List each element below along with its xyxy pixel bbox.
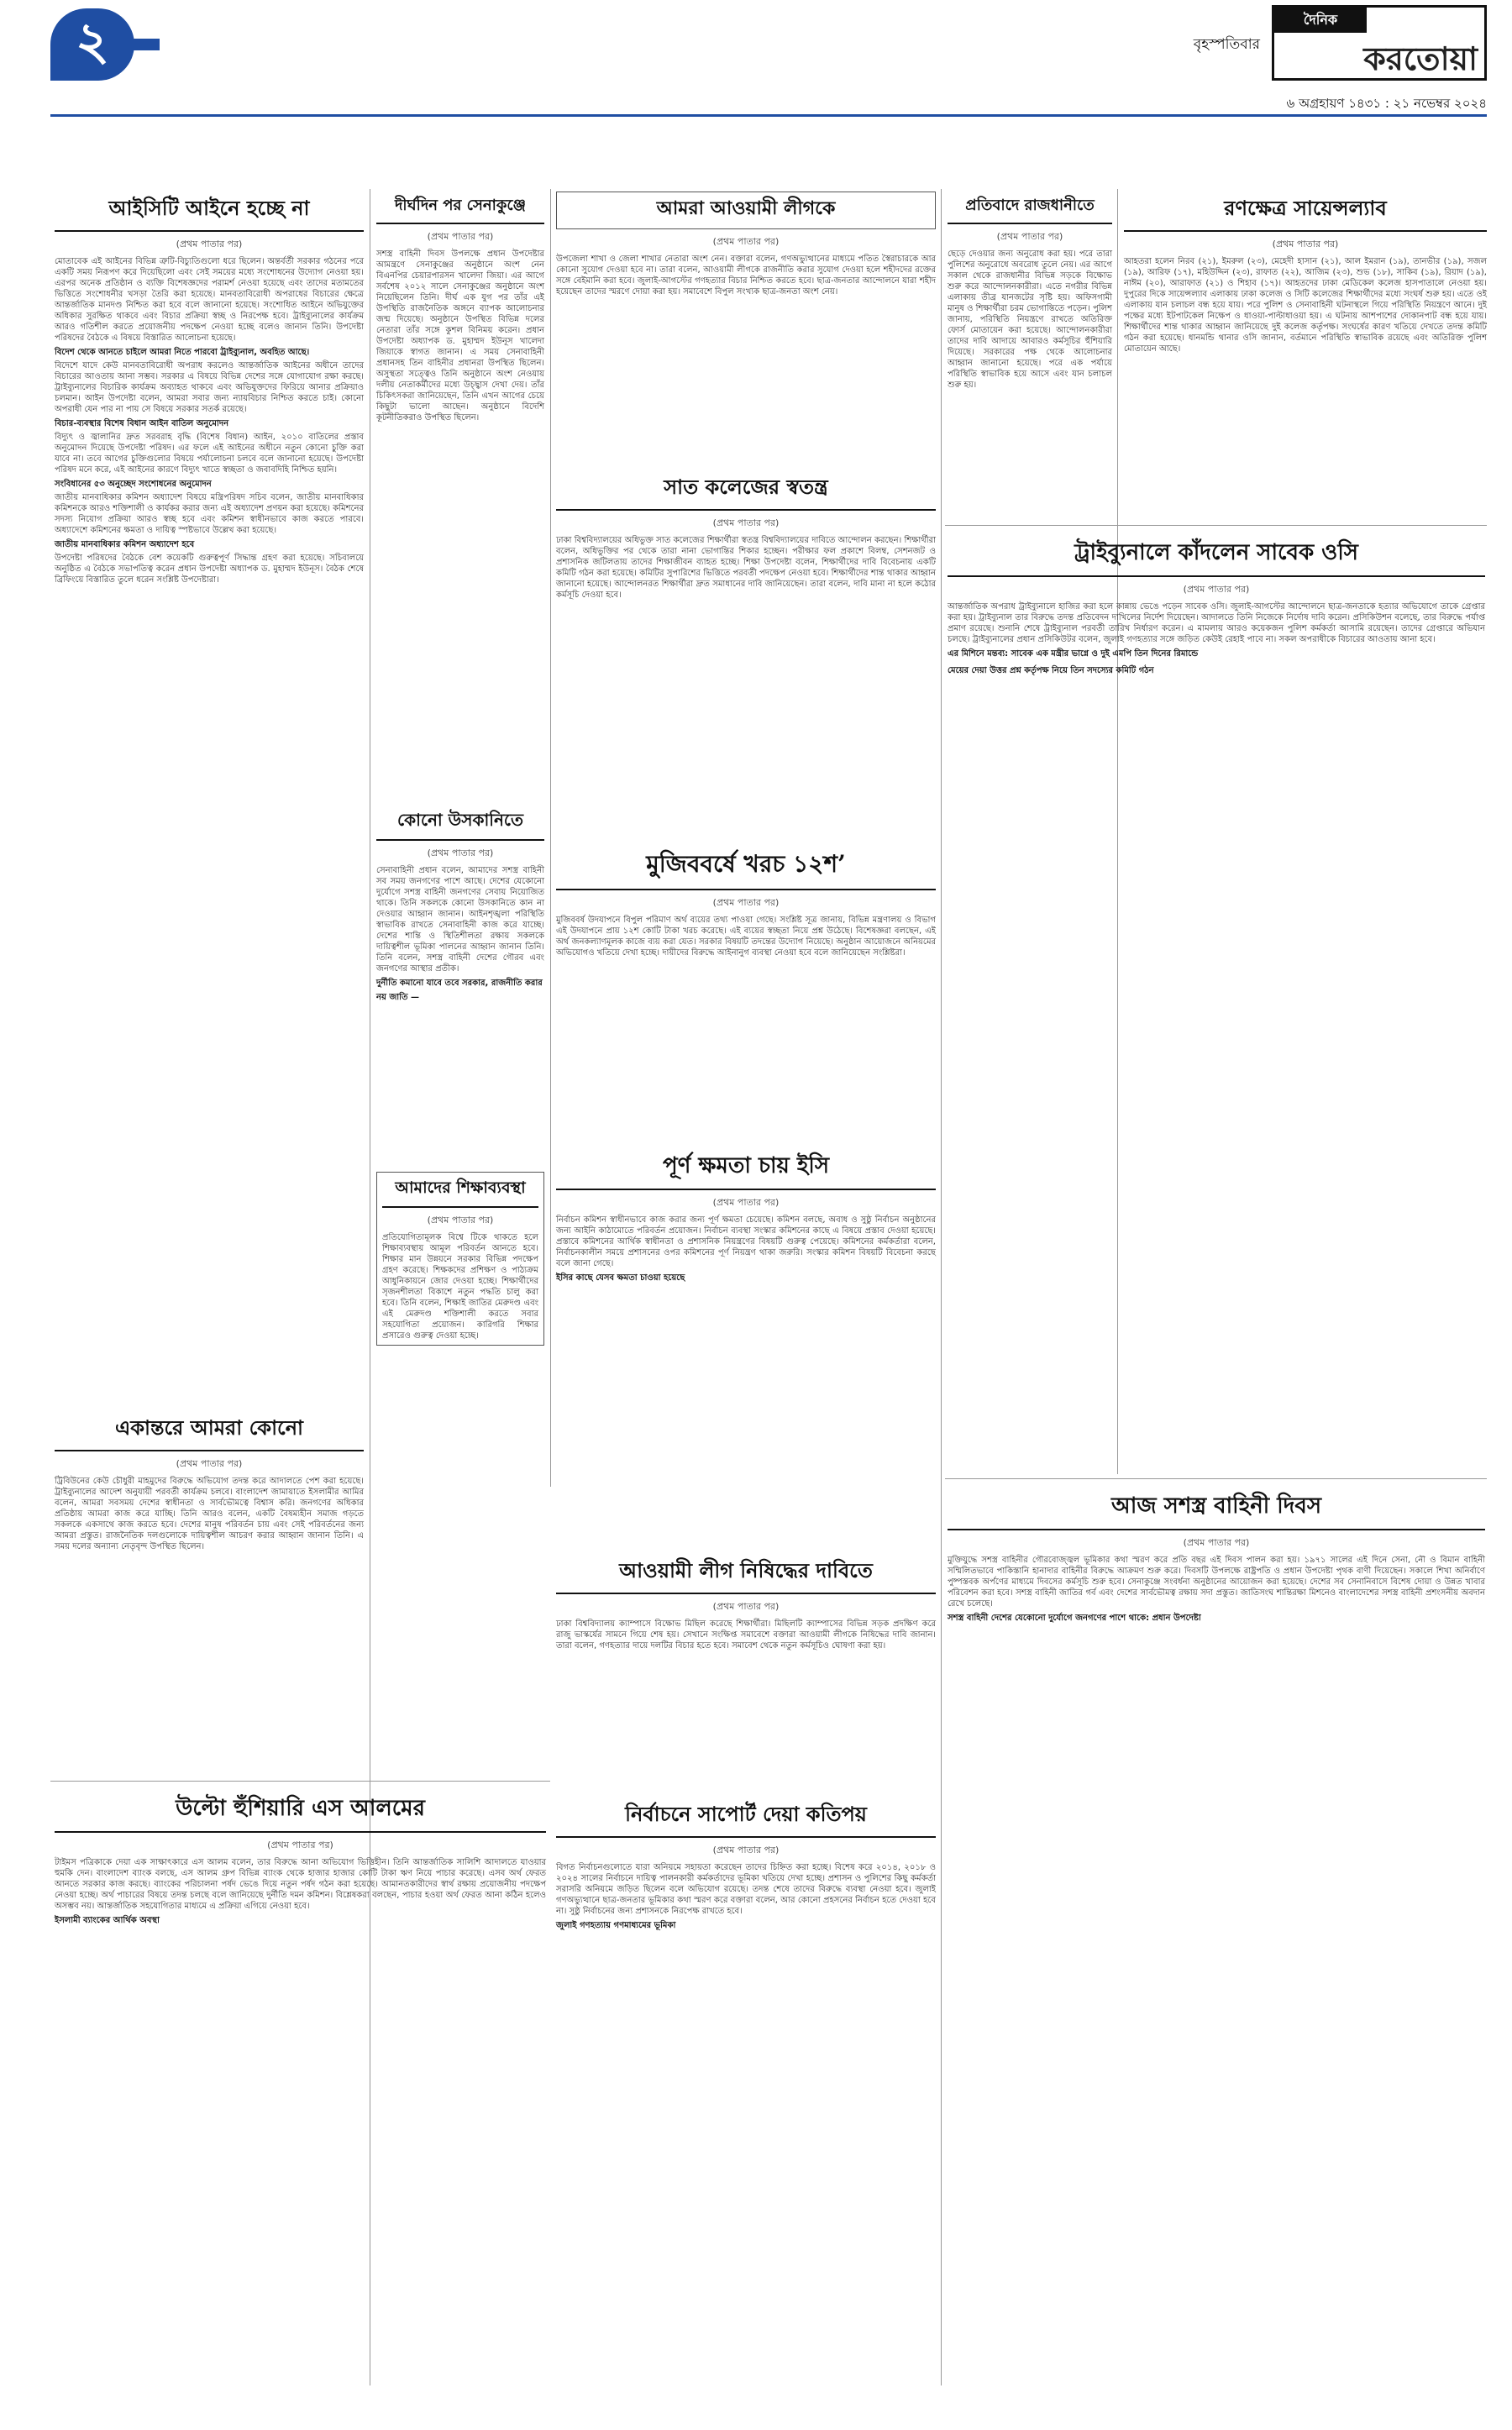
article-body: জাতীয় মানবাধিকার কমিশন অধ্যাদেশ বিষয়ে মন্ত্রিপরিষদ সচিব বলেন, জাতীয় মানবাধিকার কমিশনকে আরও শক্তিশালী ও কার্যকর করার জন্য এই অধ্যাদেশ প্রণয়ন করা হয়েছে। কমিশনের সদস্য নিয়োগ প্রক্রিয়া আরও স্বচ্ছ হবে এবং কমিশন স্বাধীনভাবে কাজ করতে পারবে। অধ্যাদেশে কমিশনের ক্ষমতা ও দায়িত্ব স্পষ্টভাবে উল্লেখ করা হয়েছে।	[55, 493, 364, 535]
article-ulto-husiyari	[55, 1789, 546, 1929]
article-body: ট্রিবিউনের কেউ চৌধুরী মাহমুদের বিরুদ্ধে অভিযোগ তদন্ত করে আদালতে পেশ করা হয়েছে। ট্রাইব্যুনালের আদেশ অনুযায়ী পরবর্তী কার্যক্রম চলবে। বাংলাদেশ জামায়াতে ইসলামীর আমির বলেন, আমরা সবসময় দেশের স্বাধীনতা ও সার্বভৌমত্বে বিশ্বাস করি। জনগণের অধিকার প্রতিষ্ঠায় আমরা কাজ করে যাচ্ছি। তিনি আরও বলেন, একটি বৈষম্যহীন সমাজ গড়তে সকলকে একসাথে কাজ করতে হবে। দেশের মানুষ পরিবর্তন চায় এবং সেই পরিবর্তনের জন্য আমরা প্রস্তুত। রাজনৈতিক দলগুলোকে দায়িত্বশীল আচরণ করার আহ্বান জানান তিনি। এ সময় দলের অন্যান্য নেতৃবৃন্দ উপস্থিত ছিলেন।	[55, 1477, 364, 1551]
article-protibade	[948, 192, 1112, 391]
column-divider	[941, 189, 942, 2385]
byline: (প্রথম পাতার পর)	[712, 236, 780, 247]
article-armed-forces-day	[948, 1487, 1485, 1626]
article-ict	[55, 192, 364, 585]
article-body: ঢাকা বিশ্ববিদ্যালয় ক্যাম্পাসে বিক্ষোভ মিছিল করেছে শিক্ষার্থীরা। মিছিলটি ক্যাম্পাসের বিভিন্ন সড়ক প্রদক্ষিণ করে রাজু ভাস্কর্যের সামনে গিয়ে শেষ হয়। সেখানে সংক্ষিপ্ত সমাবেশে বক্তারা আওয়ামী লীগকে নিষিদ্ধের দাবি জানান। তারা বলেন, গণহত্যার দায়ে দলটির বিচার হতে হবে। সমাবেশ থেকে নতুন কর্মসূচিও ঘোষণা করা হয়।	[556, 1619, 936, 1651]
article-body: সশস্ত্র বাহিনী দিবস উপলক্ষে প্রধান উপদেষ্টার আমন্ত্রণে সেনাকুঞ্জের অনুষ্ঠানে অংশ নেন বিএনপির চেয়ারপারসন খালেদা জিয়া। এর আগে সর্বশেষ ২০১২ সালে সেনাকুঞ্জের অনুষ্ঠানে অংশ নিয়েছিলেন তিনি। দীর্ঘ এক যুগ পর তাঁর এই উপস্থিতি রাজনৈতিক অঙ্গনে ব্যাপক আলোচনার জন্ম দিয়েছে। অনুষ্ঠানে উপস্থিত বিভিন্ন দলের নেতারা তাঁর সঙ্গে কুশল বিনিময় করেন। প্রধান উপদেষ্টা অধ্যাপক ড. মুহাম্মদ ইউনূস খালেদা জিয়াকে স্বাগত জানান। এ সময় সেনাবাহিনী প্রধানসহ তিন বাহিনীর প্রধানরা উপস্থিত ছিলেন। অসুস্থতা সত্ত্বেও তিনি অনুষ্ঠানে অংশ নেওয়ায় দলীয় নেতাকর্মীদের মধ্যে উচ্ছ্বাস দেখা দেয়। তাঁর চিকিৎসকরা জানিয়েছেন, তিনি এখন আগের চেয়ে কিছুটা ভালো আছেন। অনুষ্ঠানে বিদেশি কূটনীতিকরাও উপস্থিত ছিলেন।	[376, 249, 544, 422]
byline: (প্রথম পাতার পর)	[427, 1215, 494, 1225]
article-awami-nishiddho	[556, 1554, 936, 1651]
paper-logo	[1272, 5, 1487, 81]
date-line: ৬ অগ্রহায়ণ ১৪৩১ : ২১ নভেম্বর ২০২৪	[1286, 96, 1487, 111]
byline: (প্রথম পাতার পর)	[1183, 584, 1250, 595]
headline: কোনো উসকানিতে	[376, 806, 544, 841]
page-number-badge: ২	[50, 8, 134, 81]
headline: মুজিববর্ষে খরচ ১২শ’	[556, 844, 936, 890]
column-divider	[1117, 189, 1118, 1474]
article-senakunja	[376, 192, 544, 423]
byline: (প্রথম পাতার পর)	[267, 1840, 333, 1850]
byline: (প্রথম পাতার পর)	[712, 1197, 780, 1208]
article-shikkha	[376, 1172, 544, 1346]
article-body: মুক্তিযুদ্ধে সশস্ত্র বাহিনীর গৌরবোজ্জ্বল ভূমিকার কথা স্মরণ করে প্রতি বছর এই দিবস পালন করা হয়। ১৯৭১ সালের এই দিনে সেনা, নৌ ও বিমান বাহিনী সম্মিলিতভাবে পাকিস্তানি হানাদার বাহিনীর বিরুদ্ধে আক্রমণ শুরু করে। দিবসটি উপলক্ষে রাষ্ট্রপতি ও প্রধান উপদেষ্টা পৃথক বাণী দিয়েছেন। সকালে শিখা অনির্বাণে পুষ্পস্তবক অর্পণের মাধ্যমে দিবসের কর্মসূচি শুরু হবে। সেনাকুঞ্জে সংবর্ধনা অনুষ্ঠানের আয়োজন করা হয়েছে। দেশের সব সেনানিবাসে বিশেষ দোয়া ও উন্নত খাবার পরিবেশন করা হবে। সশস্ত্র বাহিনী জাতির গর্ব এবং দেশের সার্বভৌমত্ব রক্ষায় সদা প্রস্তুত। জাতিসংঘ শান্তিরক্ষা মিশনেও বাংলাদেশের সশস্ত্র বাহিনী প্রশংসনীয় অবদান রেখে চলেছে।	[948, 1556, 1485, 1609]
subhead: জুলাই গণহত্যায় গণমাধ্যমের ভূমিকা	[556, 1921, 676, 1930]
article-body: বিদেশে যাদে কেউ মানবতাবিরোধী অপরাধ করলেও আন্তর্জাতিক আইনের অধীনে তাদের বিচারের আওতায় আনা সম্ভব। সরকার এ বিষয়ে বিভিন্ন দেশের সঙ্গে যোগাযোগ রক্ষা করছে। ট্রাইব্যুনালের বিচারিক কার্যক্রম অব্যাহত থাকবে এবং অভিযুক্তদের ফিরিয়ে আনার প্রক্রিয়াও চলমান। আইন উপদেষ্টা বলেন, আমরা সবার জন্য ন্যায়বিচার নিশ্চিত করতে চাই। কোনো অপরাধী যেন পার না পায় সে বিষয়ে সরকার সতর্ক রয়েছে।	[55, 361, 364, 414]
byline: (প্রথম পাতার পর)	[427, 848, 494, 858]
masthead-rule	[50, 114, 1487, 117]
headline: উল্টো হুঁশিয়ারি এস আলমের	[55, 1789, 546, 1833]
article-sat-college	[556, 470, 936, 601]
headline: একান্তরে আমরা কোনো	[55, 1411, 364, 1451]
article-nirbachone	[556, 1798, 936, 1934]
byline: (প্রথম পাতার পর)	[1183, 1537, 1250, 1548]
byline: (প্রথম পাতার পর)	[1272, 239, 1339, 249]
article-body: মুজিববর্ষ উদযাপনে বিপুল পরিমাণ অর্থ ব্যয়ের তথ্য পাওয়া গেছে। সংশ্লিষ্ট সূত্র জানায়, বিভিন্ন মন্ত্রণালয় ও বিভাগ এই উদযাপনে প্রায় ১২শ কোটি টাকা খরচ করেছে। এই ব্যয়ের স্বচ্ছতা নিয়ে প্রশ্ন উঠেছে। বিশেষজ্ঞরা বলছেন, এই অর্থ জনকল্যাণমূলক কাজে ব্যয় করা যেত। সরকার বিষয়টি তদন্তের উদ্যোগ নিয়েছে। অনুষ্ঠান আয়োজনে অনিয়মের অভিযোগও খতিয়ে দেখা হচ্ছে। দায়ীদের বিরুদ্ধে আইনানুগ ব্যবস্থা নেওয়া হবে বলে জানিয়েছেন সংশ্লিষ্টরা।	[556, 916, 936, 958]
section-rule	[945, 1478, 1487, 1479]
article-body: মোতাবেক এই আইনের বিভিন্ন ত্রুটি-বিচ্যুতিগুলো ধরে ছিলেন। অন্তর্বর্তী সরকার গঠনের পরে একটি সময় নিরূপণ করে দিয়েছিলো এবং সেই সময়ের মধ্যে সংশোধনের উদ্যোগ নেওয়া হয়। এরপর অনেক প্রতিষ্ঠান ও ব্যক্তি বিশেষজ্ঞদের পরামর্শ নেওয়া হয়েছে এবং তাদের মতামতের ভিত্তিতে সংশোধনীর খসড়া তৈরি করা হয়েছে। মানবতাবিরোধী অপরাধের বিচারের ক্ষেত্রে আন্তর্জাতিক মানদণ্ড নিশ্চিত করা হবে বলে জানানো হয়েছে। সংশোধিত আইনে অভিযুক্তের অধিকার সুরক্ষিত থাকবে এবং বিচার প্রক্রিয়া স্বচ্ছ ও নিরপেক্ষ হবে। ট্রাইব্যুনালের কার্যক্রম আরও গতিশীল করতে প্রয়োজনীয় পদক্ষেপ নেওয়া হচ্ছে বলেও জানান তিনি। উপদেষ্টা পরিষদের বৈঠকে এ বিষয়ে বিস্তারিত আলোচনা হয়েছে।	[55, 257, 364, 343]
headline: আইসিটি আইনে হচ্ছে না	[55, 192, 364, 232]
article-body: নির্বাচন কমিশন স্বাধীনভাবে কাজ করার জন্য পূর্ণ ক্ষমতা চেয়েছে। কমিশন বলছে, অবাধ ও সুষ্ঠু নির্বাচন অনুষ্ঠানের জন্য আইনি কাঠামোতে পরিবর্তন প্রয়োজন। নির্বাচন ব্যবস্থা সংস্কার কমিশনের কাছে এ বিষয়ে প্রস্তাব দেওয়া হয়েছে। প্রস্তাবে কমিশনের আর্থিক স্বাধীনতা ও প্রশাসনিক নিয়ন্ত্রণের বিষয়টি গুরুত্ব পেয়েছে। কমিশনের কর্মকর্তারা বলেন, নির্বাচনকালীন সময়ে প্রশাসনের ওপর কমিশনের পূর্ণ নিয়ন্ত্রণ থাকা জরুরি। সংস্কার কমিশন বিষয়টি বিবেচনা করছে বলে জানা গেছে।	[556, 1215, 936, 1268]
article-body: টাইমস পত্রিকাকে দেয়া এক সাক্ষাৎকারে এস আলম বলেন, তার বিরুদ্ধে আনা অভিযোগ ভিত্তিহীন। তিনি আন্তর্জাতিক সালিশি আদালতে যাওয়ার হুমকি দেন। বাংলাদেশ ব্যাংক বলছে, এস আলম গ্রুপ বিভিন্ন ব্যাংক থেকে হাজার হাজার কোটি টাকা ঋণ নিয়ে পাচার করেছে। এসব অর্থ ফেরত আনতে সরকার কাজ করছে। ব্যাংকের পরিচালনা পর্ষদ ভেঙে দিয়ে নতুন পর্ষদ গঠন করা হয়েছে। আমানতকারীদের স্বার্থ রক্ষায় প্রয়োজনীয় পদক্ষেপ নেওয়া হচ্ছে। অর্থ পাচারের বিষয়ে তদন্ত চলছে বলে জানিয়েছে দুর্নীতি দমন কমিশন। বিশ্লেষকরা বলছেন, পাচার হওয়া অর্থ ফেরত আনা কঠিন হলেও অসম্ভব নয়। আন্তর্জাতিক সহযোগিতার মাধ্যমে এ প্রক্রিয়া এগিয়ে নেওয়া হবে।	[55, 1858, 546, 1911]
headline: আমাদের শিক্ষাব্যবস্থা	[382, 1174, 538, 1208]
headline: পূর্ণ ক্ষমতা চায় ইসি	[556, 1147, 936, 1190]
subhead: ইসলামী ব্যাংকের আর্থিক অবস্থা	[55, 1916, 160, 1925]
article-body: ছেড়ে দেওয়ার জন্য অনুরোধ করা হয়। পরে তারা পুলিশের অনুরোধে অবরোধ তুলে নেয়। এর আগে সকাল থেকে রাজধানীর বিভিন্ন সড়কে বিক্ষোভ শুরু করে আন্দোলনকারীরা। এতে নগরীর বিভিন্ন এলাকায় তীব্র যানজটের সৃষ্টি হয়। অফিসগামী মানুষ ও শিক্ষার্থীরা চরম ভোগান্তিতে পড়েন। পুলিশ জানায়, পরিস্থিতি নিয়ন্ত্রণে রাখতে অতিরিক্ত ফোর্স মোতায়েন করা হয়েছে। আন্দোলনকারীরা তাদের দাবি আদায়ে আবারও কর্মসূচির হুঁশিয়ারি দিয়েছে। সরকারের পক্ষ থেকে আলোচনার আহ্বান জানানো হয়েছে। পরে এক পর্যায়ে পরিস্থিতি স্বাভাবিক হয়ে আসে এবং যান চলাচল শুরু হয়।	[948, 249, 1112, 390]
article-awami-league-ke	[556, 192, 936, 297]
headline: নির্বাচনে সাপোর্ট দেয়া কতিপয়	[556, 1798, 936, 1838]
byline: (প্রথম পাতার পর)	[712, 517, 780, 528]
headline: আজ সশস্ত্র বাহিনী দিবস	[948, 1487, 1485, 1530]
subhead: বিদেশ থেকে আনতে চাইলে আমরা নিতে পারবো ট্রাইব্যুনাল, অবহিত আছে।	[55, 348, 310, 357]
headline: আমরা আওয়ামী লীগকে	[556, 192, 936, 229]
subhead: সংবিধানের ৫৩ অনুচ্ছেদ সংশোধনের অনুমোদন	[55, 480, 212, 489]
article-body: সেনাবাহিনী প্রধান বলেন, আমাদের সশস্ত্র বাহিনী সব সময় জনগণের পাশে আছে। দেশের যেকোনো দুর্যোগে সশস্ত্র বাহিনী জনগণের সেবায় নিয়োজিত থাকে। তিনি সকলকে কোনো উসকানিতে কান না দেওয়ার আহ্বান জানান। আইনশৃঙ্খলা পরিস্থিতি স্বাভাবিক রাখতে সেনাবাহিনী কাজ করে যাচ্ছে। দেশের শান্তি ও স্থিতিশীলতা রক্ষায় সকলকে দায়িত্বশীল ভূমিকা পালনের আহ্বান জানান তিনি। তিনি বলেন, সশস্ত্র বাহিনী দেশের গৌরব এবং জনগণের আস্থার প্রতীক।	[376, 866, 544, 974]
article-rankhetro	[1124, 192, 1487, 354]
paper-logo-top: দৈনিক	[1274, 8, 1367, 33]
article-mujib-borsho	[556, 844, 936, 958]
article-body: প্রতিযোগিতামূলক বিশ্বে টিকে থাকতে হলে শিক্ষাব্যবস্থায় আমূল পরিবর্তন আনতে হবে। শিক্ষার মান উন্নয়নে সরকার বিভিন্ন পদক্ষেপ গ্রহণ করেছে। শিক্ষকদের প্রশিক্ষণ ও পাঠ্যক্রম আধুনিকায়নে জোর দেওয়া হচ্ছে। শিক্ষার্থীদের সৃজনশীলতা বিকাশে নতুন পদ্ধতি চালু করা হবে। তিনি বলেন, শিক্ষাই জাতির মেরুদণ্ড এবং এই মেরুদণ্ড শক্তিশালী করতে সবার সহযোগিতা প্রয়োজন। কারিগরি শিক্ষার প্রসারেও গুরুত্ব দেওয়া হচ্ছে।	[382, 1233, 538, 1341]
column-divider	[550, 189, 551, 1487]
article-body: বিগত নির্বাচনগুলোতে যারা অনিয়মে সহায়তা করেছেন তাদের চিহ্নিত করা হচ্ছে। বিশেষ করে ২০১৪, ২০১৮ ও ২০২৪ সালের নির্বাচনে দায়িত্ব পালনকারী কর্মকর্তাদের ভূমিকা খতিয়ে দেখা হচ্ছে। প্রশাসন ও পুলিশের কিছু কর্মকর্তা সরাসরি অনিয়মে জড়িত ছিলেন বলে অভিযোগ রয়েছে। তদন্ত শেষে তাদের বিরুদ্ধে ব্যবস্থা নেওয়া হবে। জুলাই গণঅভ্যুত্থানে ছাত্র-জনতার ভূমিকার কথা স্মরণ করে বক্তারা বলেন, আর কোনো প্রহসনের নির্বাচন হতে দেওয়া হবে না। সুষ্ঠু নির্বাচনের জন্য প্রশাসনকে নিরপেক্ষ রাখতে হবে।	[556, 1863, 936, 1916]
article-body: ঢাকা বিশ্ববিদ্যালয়ের অধিভুক্ত সাত কলেজের শিক্ষার্থীরা স্বতন্ত্র বিশ্ববিদ্যালয়ের দাবিতে আন্দোলন করছেন। শিক্ষার্থীরা বলেন, অধিভুক্তির পর থেকে তারা নানা ভোগান্তির শিকার হচ্ছেন। পরীক্ষার ফল প্রকাশে বিলম্ব, সেশনজট ও প্রশাসনিক জটিলতায় তাদের শিক্ষাজীবন ব্যাহত হচ্ছে। শিক্ষা উপদেষ্টা বলেন, শিক্ষার্থীদের দাবি বিবেচনায় একটি কমিটি গঠন করা হয়েছে। কমিটির সুপারিশের ভিত্তিতে পরবর্তী পদক্ষেপ নেওয়া হবে। শিক্ষার্থীদের শান্ত থাকার আহ্বান জানানো হয়েছে। আন্দোলনরত শিক্ষার্থীরা দ্রুত সমাধানের দাবি জানিয়েছেন। তারা বলেন, দাবি মানা না হলে কঠোর কর্মসূচি দেওয়া হবে।	[556, 536, 936, 600]
article-purno-khomota	[556, 1147, 936, 1286]
subhead: এর মিশিনে মন্তব্য: সাবেক এক মন্ত্রীর ভাগ্নে ও দুই এমপি তিন দিনের রিমান্ডে	[948, 649, 1199, 659]
article-body: আন্তর্জাতিক অপরাধ ট্রাইব্যুনালে হাজির করা হলে কান্নায় ভেঙে পড়েন সাবেক ওসি। জুলাই-আগস্টের আন্দোলনে ছাত্র-জনতাকে হত্যার অভিযোগে তাকে গ্রেপ্তার করা হয়। ট্রাইব্যুনাল তার বিরুদ্ধে তদন্ত প্রতিবেদন দাখিলের নির্দেশ দিয়েছেন। আদালতে তিনি নিজেকে নির্দোষ দাবি করেন। প্রসিকিউশন বলেছে, তার বিরুদ্ধে পর্যাপ্ত প্রমাণ রয়েছে। শুনানি শেষে ট্রাইব্যুনাল পরবর্তী তারিখ নির্ধারণ করেন। এ মামলায় আরও কয়েকজন পুলিশ কর্মকর্তা আসামি রয়েছেন। তাদের গ্রেপ্তারে অভিযান চলছে। ট্রাইব্যুনালের প্রধান প্রসিকিউটর বলেন, জুলাই গণহত্যার সঙ্গে জড়িত কেউই রেহাই পাবে না। সকল অপরাধীকে বিচারের আওতায় আনা হবে।	[948, 602, 1485, 644]
headline: প্রতিবাদে রাজধানীতে	[948, 192, 1112, 224]
masthead	[50, 0, 1487, 111]
article-body: বিদ্যুৎ ও জ্বালানির দ্রুত সরবরাহ বৃদ্ধি (বিশেষ বিধান) আইন, ২০১০ বাতিলের প্রস্তাব অনুমোদন দিয়েছে উপদেষ্টা পরিষদ। এর ফলে এই আইনের অধীনে নতুন কোনো চুক্তি করা যাবে না। তবে আগের চুক্তিগুলোর বিষয়ে পর্যালোচনা চলবে বলে জানানো হয়েছে। উপদেষ্টা পরিষদ মনে করে, এই আইনের কারণে বিদ্যুৎ খাতে স্বচ্ছতা ও জবাবদিহি নিশ্চিত হয়নি।	[55, 433, 364, 475]
headline: দীর্ঘদিন পর সেনাকুঞ্জে	[376, 192, 544, 224]
subhead: ইসির কাছে যেসব ক্ষমতা চাওয়া হয়েছে	[556, 1273, 685, 1283]
article-ekantor	[55, 1411, 364, 1552]
byline: (প্রথম পাতার পর)	[996, 231, 1063, 242]
section-rule	[50, 1781, 550, 1782]
article-body: উপদেষ্টা পরিষদের বৈঠকে বেশ কয়েকটি গুরুত্বপূর্ণ সিদ্ধান্ত গ্রহণ করা হয়েছে। সচিবালয়ে অনুষ্ঠিত এ বৈঠকে সভাপতিত্ব করেন প্রধান উপদেষ্টা অধ্যাপক ড. মুহাম্মদ ইউনূস। বৈঠক শেষে ব্রিফিংয়ে বিস্তারিত তুলে ধরেন সংশ্লিষ্ট উপদেষ্টারা।	[55, 554, 364, 585]
section-rule	[945, 525, 1487, 526]
subhead: দুর্নীতি কমানো যাবে তবে সরকার, রাজনীতি করার নয় জাতি —	[376, 979, 543, 1002]
paper-logo-name: করতোয়া	[1363, 39, 1478, 77]
day-label: বৃহস্পতিবার	[1193, 36, 1260, 53]
article-tribunal-sabek	[948, 533, 1485, 679]
byline: (প্রথম পাতার পর)	[176, 1458, 243, 1469]
byline: (প্রথম পাতার পর)	[712, 897, 780, 908]
subhead: জাতীয় মানবাধিকার কমিশন অধ্যাদেশ হবে	[55, 540, 195, 549]
subhead: বিচার-ব্যবস্থার বিশেষ বিধান আইন বাতিল অনুমোদন	[55, 419, 229, 428]
byline: (প্রথম পাতার পর)	[712, 1601, 780, 1612]
article-body: আহতরা হলেন নিরব (২১), ইমরুল (২৩), মেহেদী হাসান (২১), আল ইমরান (১৯), তানভীর (১৯), সজল (১৯), আরিফ (১৭), মহিউদ্দিন (২৩), রাফাত (২২), আজিম (২৩), শুভ (১৮), সাকিব (১৯), রিয়াদ (১৯), নাঈম (২০), আরাফাত (২১) ও শিহাব (১৭)। আহতদের ঢাকা মেডিকেল কলেজ হাসপাতালে নেওয়া হয়। দুপুরের দিকে সায়েন্সল্যাব এলাকায় ঢাকা কলেজ ও সিটি কলেজের শিক্ষার্থীদের মধ্যে সংঘর্ষ শুরু হয়। এতে ওই এলাকায় যান চলাচল বন্ধ হয়ে যায়। পরে পুলিশ ও সেনাবাহিনী ঘটনাস্থলে গিয়ে পরিস্থিতি নিয়ন্ত্রণে আনে। দুই পক্ষের মধ্যে ইটপাটকেল নিক্ষেপ ও ধাওয়া-পাল্টাধাওয়া হয়। এ ঘটনায় আশপাশের দোকানপাট বন্ধ হয়ে যায়। শিক্ষার্থীদের শান্ত থাকার আহ্বান জানিয়েছে দুই কলেজ কর্তৃপক্ষ। সংঘর্ষের কারণ খতিয়ে দেখতে তদন্ত কমিটি গঠন করা হয়েছে। ধানমন্ডি থানার ওসি জানান, বর্তমানে পরিস্থিতি স্বাভাবিক রয়েছে এবং অতিরিক্ত পুলিশ মোতায়েন আছে।	[1124, 257, 1487, 354]
byline: (প্রথম পাতার পর)	[427, 231, 494, 242]
headline: আওয়ামী লীগ নিষিদ্ধের দাবিতে	[556, 1554, 936, 1594]
headline: রণক্ষেত্র সায়েন্সল্যাব	[1124, 192, 1487, 232]
subhead: সশস্ত্র বাহিনী দেশের যেকোনো দুর্যোগে জনগণের পাশে থাকে: প্রধান উপদেষ্টা	[948, 1614, 1201, 1623]
byline: (প্রথম পাতার পর)	[176, 239, 243, 249]
headline: ট্রাইব্যুনালে কাঁদলেন সাবেক ওসি	[948, 533, 1485, 577]
subhead: মেয়ের দেয়া উত্তর প্রশ্ন কর্তৃপক্ষ নিয়ে তিন সদস্যের কমিটি গঠন	[948, 666, 1154, 675]
article-kono-uskani	[376, 806, 544, 1005]
headline: সাত কলেজের স্বতন্ত্র	[556, 470, 936, 511]
article-body: উপজেলা শাখা ও জেলা শাখার নেতারা অংশ নেন। বক্তারা বলেন, গণঅভ্যুত্থানের মাধ্যমে পতিত স্বৈরাচারকে আর কোনো সুযোগ দেওয়া হবে না। তারা বলেন, আওয়ামী লীগকে রাজনীতি করার সুযোগ দেওয়া হলে শহীদদের রক্তের সঙ্গে বেইমানি করা হবে। জুলাই-আগস্টের গণহত্যার বিচার নিশ্চিত করতে হবে। ছাত্র-জনতার আন্দোলনে যারা শহীদ হয়েছেন তাদের স্মরণে দোয়া করা হয়। সমাবেশে বিপুল সংখ্যক ছাত্র-জনতা অংশ নেয়।	[556, 255, 936, 297]
byline: (প্রথম পাতার পর)	[712, 1845, 780, 1855]
